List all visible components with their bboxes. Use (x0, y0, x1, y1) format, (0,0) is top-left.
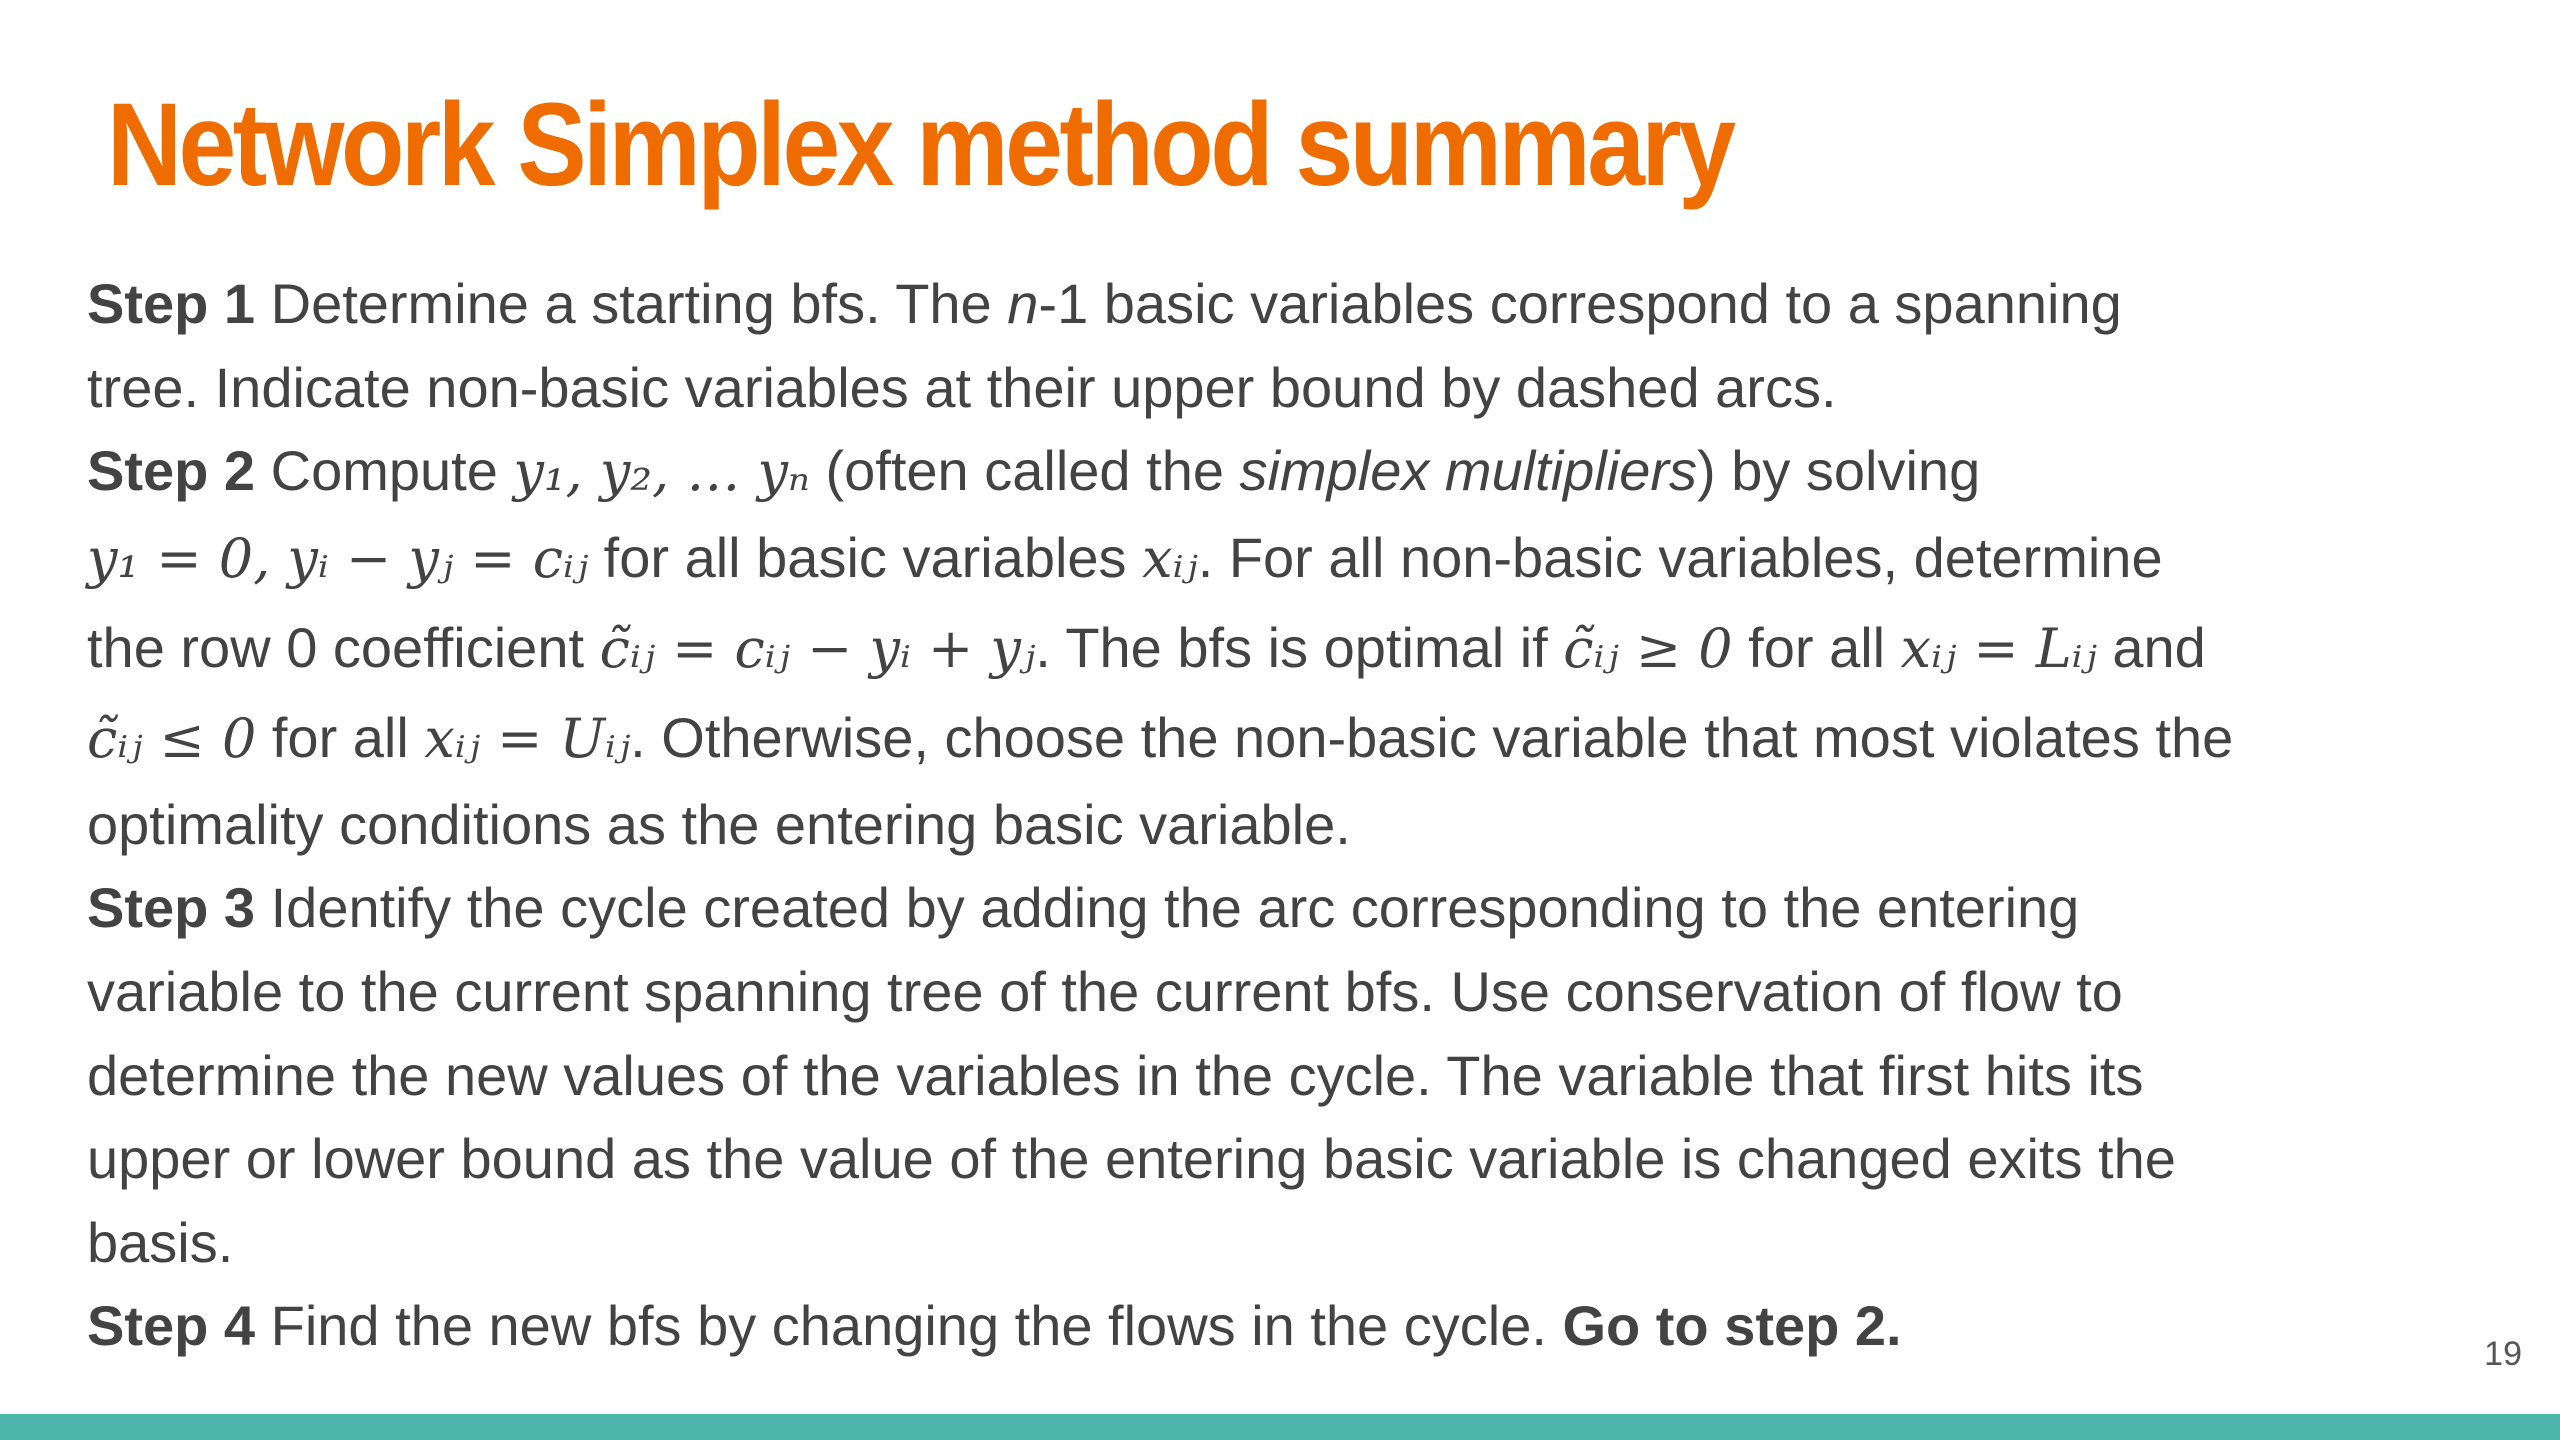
step2-text-forall-2: for all (256, 705, 425, 769)
simplex-multipliers-sequence: y₁, y₂, … yₙ (513, 440, 810, 504)
step2-line4 (87, 693, 2527, 783)
step1-text: Determine a starting bfs. The (255, 272, 1008, 335)
n-symbol: n (1007, 272, 1039, 335)
slide-title: Network Simplex method summary (107, 79, 1733, 211)
equation-reduced-cost: c̃ᵢⱼ = cᵢⱼ − yᵢ + yⱼ (599, 616, 1036, 680)
condition-leq-zero: c̃ᵢⱼ ≤ 0 (87, 706, 257, 770)
page-number: 19 (2484, 1335, 2522, 1373)
step3-line3: determine the new values of the variables in the cycle. The variable that first hits its (87, 1043, 2144, 1107)
simplex-multipliers-term: simplex multipliers (1239, 439, 1697, 503)
step2-text-optimal: . The bfs is optimal if (1035, 615, 1564, 679)
step3-line4: upper or lower bound as the value of the entering basic variable is changed exits the (87, 1127, 2176, 1191)
step2-text-otherwise: . Otherwise, choose the non-basic variable that most violates the (630, 705, 2234, 769)
step2-line5: optimality conditions as the entering basic variable. (87, 792, 1351, 856)
step2-text-row0: the row 0 coefficient (87, 615, 600, 679)
goto-step2: Go to step 2. (1562, 1294, 1902, 1358)
step1-line2: tree. Indicate non-basic variables at their upper bound by dashed arcs. (87, 355, 1837, 419)
step2-label: Step 2 (87, 439, 256, 503)
variable-xij: xᵢⱼ (1142, 526, 1198, 590)
step3-line1 (87, 866, 2527, 950)
step2-line2 (87, 513, 2527, 603)
step4-line1 (87, 1284, 2527, 1368)
slide-body (87, 262, 2527, 1368)
step1-line1 (87, 262, 2527, 346)
step1-label: Step 1 (87, 272, 256, 335)
step4-label: Step 4 (87, 1294, 256, 1358)
step3-text: Identify the cycle created by adding the arc corresponding to the entering (255, 876, 2080, 940)
footer-bar (0, 1414, 2560, 1440)
condition-upper-bound: xᵢⱼ = Uᵢⱼ (424, 706, 631, 770)
step4-text: Find the new bfs by changing the flows in the cycle. (255, 1294, 1563, 1358)
step3-line5: basis. (87, 1210, 234, 1274)
condition-lower-bound: xᵢⱼ = Lᵢⱼ (1900, 616, 2097, 680)
step2-text-nonbasic: . For all non-basic variables, determine (1197, 525, 2163, 589)
step2-text-solving: ) by solving (1696, 439, 1981, 503)
step2-line3 (87, 603, 2527, 693)
step2-text-and: and (2096, 615, 2206, 679)
condition-geq-zero: c̃ᵢⱼ ≥ 0 (1563, 616, 1733, 680)
step3-label: Step 3 (87, 876, 256, 940)
step2-line1 (87, 429, 2527, 513)
equation-y-system: y₁ = 0, yᵢ − yⱼ = cᵢⱼ (87, 526, 589, 590)
step2-text-compute: Compute (255, 439, 514, 503)
step2-text-forall-1: for all (1732, 615, 1901, 679)
step2-text-paren: (often called the (809, 439, 1240, 503)
step1-text-cont: -1 basic variables correspond to a spanning (1038, 272, 2122, 335)
step3-line2: variable to the current spanning tree of the current bfs. Use conservation of flow to (87, 959, 2123, 1023)
step2-text-basic: for all basic variables (588, 525, 1143, 589)
